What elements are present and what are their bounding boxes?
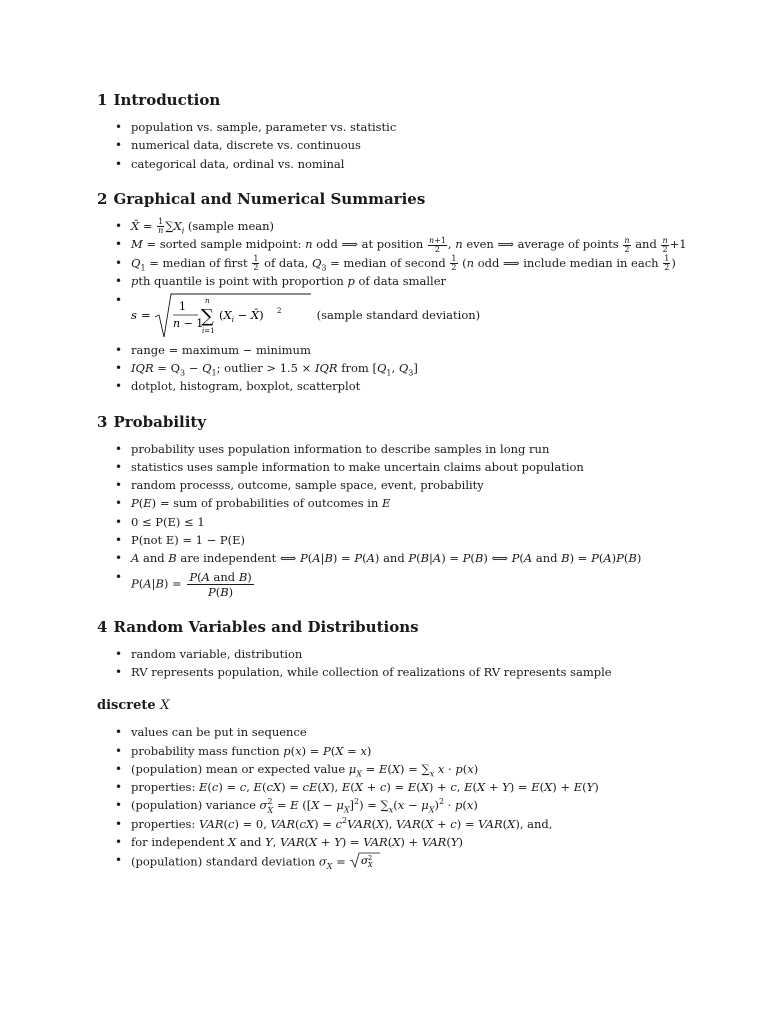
list-item: • probability uses population information to describe samples in long run <box>115 440 697 458</box>
median-position: at position <box>361 237 424 252</box>
list-item-pmf: • probability mass function p(x) = P(X = x) <box>115 742 697 760</box>
svg-text:2: 2 <box>277 306 282 315</box>
list-item-iqr: • IQR = $Q_3 - Q_1$; outlier > 1.5 × IQR from [$Q_1$, $Q_3$] <box>115 359 697 377</box>
independent-and: and <box>239 835 262 850</box>
list-item-sample-mean: • X̄ = $\frac{1}{n}$ $\sum X_i$ (sample mean) <box>115 217 697 236</box>
list-item: • random variable, distribution <box>115 645 697 663</box>
list-item-quartiles: • $Q_1$ = median of first $\frac{1}{2}$ of data, $Q_3$ = median of second $\frac{1}{2}$ (n odd ⟹ include median in each $\frac{1}{2}$ ) <box>115 254 697 273</box>
variance-and: , and, <box>519 816 553 831</box>
subsection-heading <box>97 697 697 715</box>
document-page <box>97 90 697 891</box>
section-title: Random Variables and Distributions <box>113 617 419 636</box>
properties-label: properties: <box>131 780 196 795</box>
list-item: • random processs, outcome, sample space, event, probability <box>115 476 697 494</box>
section-probability <box>97 412 697 601</box>
pmf-text: probability mass function <box>131 743 280 758</box>
quartile-odd: odd <box>477 255 500 270</box>
std-dev-label: (sample standard deviation) <box>316 307 481 322</box>
median-average: average of points <box>517 237 619 252</box>
event-prob-text: = sum of probabilities of outcomes in <box>159 496 379 511</box>
section-number: 4 <box>97 617 108 636</box>
list-item-plots: • dotplot, histogram, boxplot, scatterplot <box>115 377 697 395</box>
svg-text:σ: σ <box>361 855 369 868</box>
list-item-quantile: • pth quantile is point with proportion p of data smaller <box>115 272 697 290</box>
list-item: • statistics uses sample information to make uncertain claims about population <box>115 458 697 476</box>
list-item: • population vs. sample, parameter vs. statistic <box>115 118 697 136</box>
svg-text:∑: ∑ <box>201 305 214 327</box>
svg-text:s: • s <box>131 307 137 322</box>
list-item-conditional: • P(A|B) = P(A and B) P(B) <box>115 568 697 601</box>
cond-and: and <box>213 569 236 584</box>
std-dev-formula <box>131 291 313 341</box>
list-item-variance: • (population) variance $\sigma^2_X = E$ $([X - \mu_X]^2) = \sum_x(x - \mu_X)^2 \cdot p(x)$ <box>115 796 697 814</box>
list-item-std-deviation: • (population) standard deviation $\sigma_X$ = σ 2 X <box>115 851 697 874</box>
section-number: 3 <box>97 412 108 431</box>
bullet-list <box>97 440 697 601</box>
svg-text:i=1: i=1 <box>202 326 215 335</box>
indep-and: and <box>142 551 165 566</box>
list-item: • RV represents population, while collection of realizations of RV represents sample <box>115 663 697 681</box>
subsection-discrete <box>97 697 697 874</box>
section-title: Probability <box>113 412 207 431</box>
quantile-text-b: of data smaller <box>358 274 447 289</box>
list-item: • 0 ≤ P(E) ≤ 1 <box>115 513 697 531</box>
sqrt-sigma-graphic <box>349 851 381 869</box>
bullet-list <box>97 645 697 682</box>
section-summaries <box>97 189 697 396</box>
list-item: • P(not E) = 1 − P(E) <box>115 531 697 549</box>
list-item: • numerical data, discrete vs. continuous <box>115 136 697 154</box>
bullet-list <box>97 723 697 874</box>
list-item: • categorical data, ordinal vs. nominal <box>115 155 697 173</box>
quartile-text-a: = median of first <box>149 255 248 270</box>
list-item-expected-value: • (population) mean or expected value $\mu_X = E(X) = \sum_x$ x · p(x) <box>115 760 697 778</box>
properties-label: properties: <box>131 816 196 831</box>
section-number: 1 <box>97 91 108 109</box>
bullet-list <box>97 118 697 173</box>
median-text: = sorted sample midpoint: <box>146 237 302 252</box>
subsection-variable: X <box>160 698 170 714</box>
median-odd: odd <box>316 237 338 252</box>
section-heading <box>97 412 697 432</box>
indep-and-2: and <box>383 551 405 566</box>
list-item-median: • M = sorted sample midpoint: n odd ⟹ at position $\frac{n+1}{2}$ , n even ⟹ average of points $\frac{n}{2}$ and $\frac{n}{2}$ +1 <box>115 235 697 254</box>
list-item: • values can be put in sequence <box>115 723 697 741</box>
quartile-text-e: include median in each <box>523 255 659 270</box>
list-item-range: • range = maximum − minimum <box>115 341 697 359</box>
section-number: 2 <box>97 189 108 208</box>
svg-text:1: 1 <box>179 299 186 313</box>
expected-value-text: (population) mean or expected value <box>131 761 346 776</box>
section-title: Graphical and Numerical Summaries <box>113 189 426 208</box>
quartile-text-b: of data, <box>264 255 309 270</box>
svg-text:2: 2 <box>368 854 373 863</box>
independent-text: for independent <box>131 835 225 850</box>
iqr-text-b: ; outlier > 1.5 × <box>216 360 312 375</box>
list-item-expected-properties: • properties: E(c) = c, E(cX) = cE(X), E(X + c) = E(X) + c, E(X + Y) = E(X) + E(Y) <box>115 778 697 796</box>
list-item-variance-independent: • for independent X and Y, VAR(X + Y) = VAR(X) + VAR(Y) <box>115 833 697 851</box>
conditional-fraction: P(A and B) P(B) <box>189 569 252 599</box>
section-heading <box>97 617 697 637</box>
iqr-text-c: from <box>341 360 369 375</box>
std-deviation-text: (population) standard deviation <box>131 854 316 869</box>
quartile-text-c: = median of second <box>330 255 446 270</box>
subsection-title: discrete <box>97 698 156 714</box>
section-introduction <box>97 90 697 173</box>
svg-text:n: n <box>205 296 210 305</box>
list-item-event-probability: • P(E) = sum of probabilities of outcomes in E <box>115 494 697 512</box>
sqrt-formula-graphic <box>131 291 313 341</box>
list-item-variance-properties: • properties: VAR(c) = 0, $VAR(cX) = c^2VAR(X)$, VAR(X + c) = VAR(X), and, <box>115 815 697 833</box>
bullet-list <box>97 217 697 396</box>
variance-text: (population) variance <box>131 798 256 813</box>
svg-text:X: X <box>368 861 374 870</box>
mean-label: (sample mean) <box>187 218 275 233</box>
section-title: Introduction <box>113 91 221 109</box>
indep-text: are independent <box>180 551 277 566</box>
median-and: and <box>635 237 657 252</box>
svg-text:(Xi − X̄): ($X_i$ − X̄) <box>219 307 264 324</box>
section-random-variables <box>97 617 697 682</box>
median-even: even <box>466 237 494 252</box>
svg-text:=: = <box>141 307 151 322</box>
list-item-std-dev <box>115 291 697 341</box>
section-heading <box>97 189 697 209</box>
iqr-text-a: = Q <box>157 360 181 375</box>
sqrt-sigma <box>349 851 381 874</box>
indep-and-3: and <box>535 551 558 566</box>
section-heading <box>97 90 697 110</box>
quantile-text: th quantile is point with proportion <box>138 274 344 289</box>
list-item-independence: • A and B are independent ⟺ P(A|B) = P(A) and P(B|A) = P(B) ⟺ P(A and B) = P(A)P(B) <box>115 549 697 567</box>
svg-text:n − 1: n − 1 <box>173 316 204 330</box>
